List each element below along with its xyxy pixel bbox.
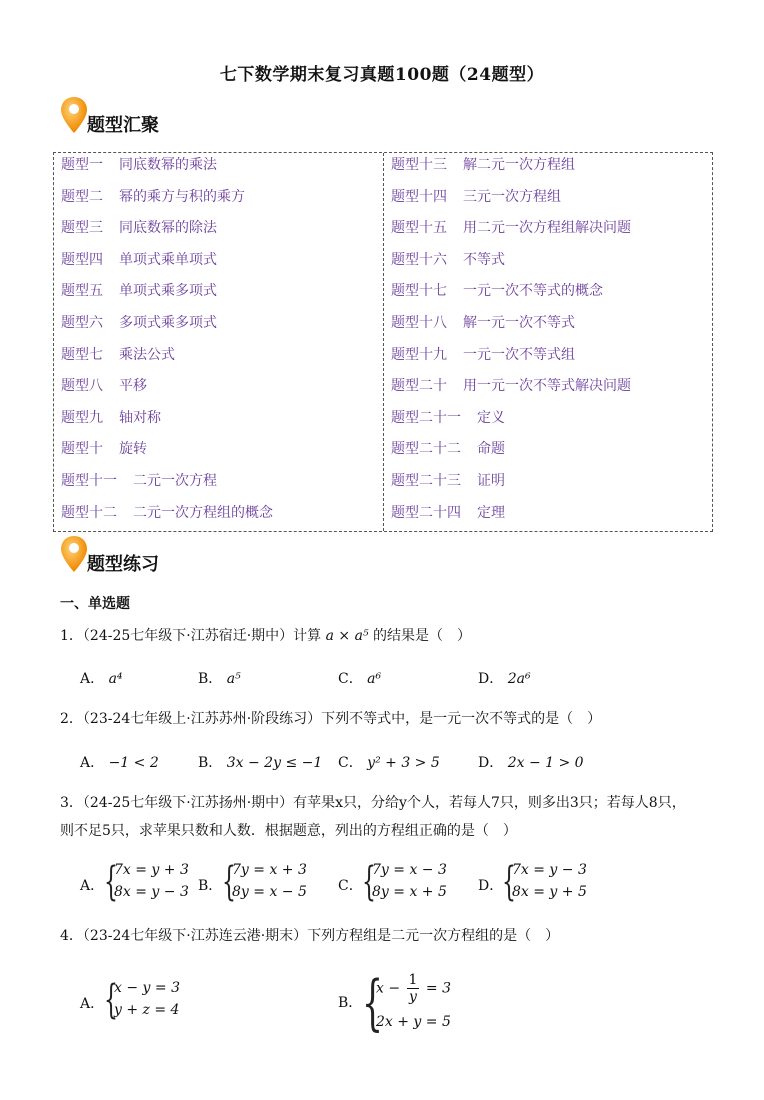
index-item-number: 题型十四 — [391, 188, 447, 205]
index-item-number: 题型五 — [61, 283, 103, 300]
index-item-number: 题型二十 — [391, 378, 447, 395]
brace-icon: { — [362, 968, 384, 1038]
index-item[interactable] — [391, 375, 631, 395]
index-item-number: 题型十七 — [391, 283, 447, 300]
option-b[interactable]: B． { 7y = x + 3 8y = x − 5 — [198, 859, 307, 905]
option-c[interactable]: C． a⁶ — [338, 671, 382, 687]
index-item-name: 二元一次方程组的概念 — [133, 504, 273, 521]
question-3-line-1: 3．（24-25七年级下·江苏扬州·期中）有苹果x只，分给y个人，若每人7只，则多出3只；若每人8只， — [60, 795, 686, 811]
subheading-single-choice: 一、单选题 — [60, 596, 130, 612]
index-item[interactable] — [61, 217, 217, 237]
option-b[interactable]: B． a⁵ — [198, 671, 241, 687]
index-item-name: 证明 — [477, 473, 505, 489]
index-item[interactable] — [391, 312, 575, 332]
index-item-name: 单项式乘多项式 — [119, 283, 217, 300]
location-pin-icon — [60, 535, 88, 573]
option-a[interactable]: A． −1 < 2 — [80, 755, 159, 771]
index-item-name: 乘法公式 — [119, 346, 175, 363]
question-1-suffix: 的结果是（ ） — [373, 628, 472, 644]
index-item-name: 同底数幂的除法 — [119, 220, 217, 237]
index-item[interactable] — [61, 186, 245, 206]
question-4-text: 4．（23-24七年级下·江苏连云港·期末）下列方程组是二元一次方程组的是（ ） — [60, 928, 560, 944]
index-item-number: 题型十八 — [391, 315, 447, 331]
index-item-number: 题型八 — [61, 378, 103, 395]
index-item[interactable] — [391, 154, 575, 174]
index-item-name: 三元一次方程组 — [463, 188, 561, 205]
question-type-index — [53, 152, 713, 532]
question-1-prefix: 1．（24-25七年级下·江苏宿迁·期中）计算 — [60, 628, 322, 644]
index-item-name: 多项式乘多项式 — [119, 315, 217, 331]
index-item-name: 一元一次不等式的概念 — [463, 283, 603, 300]
option-d[interactable]: D． 2a⁶ — [478, 671, 531, 687]
index-item[interactable] — [391, 407, 505, 427]
index-item[interactable] — [61, 470, 217, 490]
question-1-expression: a × a⁵ — [325, 628, 369, 644]
section-title-summary: 题型汇聚 — [87, 115, 159, 136]
option-c[interactable]: C． y² + 3 > 5 — [338, 755, 440, 771]
index-item-name: 轴对称 — [119, 409, 161, 426]
index-item[interactable] — [391, 186, 561, 206]
question-3 — [60, 789, 720, 845]
index-item[interactable] — [61, 280, 217, 300]
index-item-number: 题型二 — [61, 188, 103, 205]
question-2 — [60, 705, 720, 733]
index-item-number: 题型十二 — [61, 504, 117, 521]
option-a[interactable]: A． a⁴ — [80, 671, 123, 687]
index-item[interactable] — [391, 344, 575, 364]
brace-icon: { — [362, 859, 376, 905]
index-item[interactable] — [61, 344, 175, 364]
index-item-name: 用二元一次方程组解决问题 — [463, 220, 631, 237]
index-item-number: 题型十六 — [391, 251, 447, 268]
index-item-name: 平移 — [119, 378, 147, 395]
index-item-number: 题型二十四 — [391, 504, 461, 521]
brace-icon: { — [222, 859, 236, 905]
index-item-name: 定义 — [477, 409, 505, 426]
brace-icon: { — [104, 859, 118, 905]
index-item[interactable] — [61, 249, 217, 269]
location-pin-icon — [60, 96, 88, 134]
option-b[interactable]: B． 3x − 2y ≤ −1 — [198, 755, 323, 771]
index-item[interactable] — [61, 438, 147, 458]
index-item-number: 题型四 — [61, 251, 103, 268]
index-item-name: 旋转 — [119, 441, 147, 458]
index-item-name: 解一元一次不等式 — [463, 315, 575, 331]
index-item-number: 题型十三 — [391, 157, 447, 173]
question-1 — [60, 622, 720, 650]
brace-icon: { — [502, 859, 516, 905]
option-d[interactable]: D． 2x − 1 > 0 — [478, 755, 584, 771]
index-item-name: 幂的乘方与积的乘方 — [119, 188, 245, 205]
index-item[interactable] — [391, 280, 603, 300]
option-c[interactable]: C． { 7y = x − 3 8y = x + 5 — [338, 859, 447, 905]
index-item-name: 同底数幂的乘法 — [119, 157, 217, 173]
question-4 — [60, 922, 720, 950]
index-item[interactable] — [391, 470, 505, 490]
index-item[interactable] — [61, 312, 217, 332]
question-2-options — [80, 752, 720, 776]
index-item[interactable] — [391, 249, 505, 269]
question-3-line-2: 则不足5只，求苹果只数和人数．根据题意，列出的方程组正确的是（ ） — [60, 823, 517, 839]
index-item[interactable] — [391, 502, 505, 522]
option-a[interactable]: A． { x − y = 3 y + z = 4 — [80, 977, 180, 1023]
brace-icon: { — [104, 977, 118, 1023]
document-title: 七下数学期末复习真题100题（24题型） — [219, 65, 545, 85]
index-item[interactable] — [61, 375, 147, 395]
index-item[interactable] — [61, 407, 161, 427]
question-2-text: 2．（23-24七年级上·江苏苏州·阶段练习）下列不等式中，是一元一次不等式的是（ ） — [60, 711, 602, 727]
index-item-number: 题型十一 — [61, 473, 117, 489]
index-item-number: 题型九 — [61, 409, 103, 426]
index-item-name: 用一元一次不等式解决问题 — [463, 378, 631, 395]
index-item-name: 解二元一次方程组 — [463, 157, 575, 173]
question-4-options — [80, 968, 720, 1038]
option-b[interactable]: B． { x − $\frac{1}{y}$ = 3 2x + y = 5 — [338, 968, 451, 1038]
index-divider — [383, 153, 384, 531]
index-item-number: 题型十五 — [391, 220, 447, 237]
option-a[interactable]: A． { 7x = y + 3 8x = y − 3 — [80, 859, 189, 905]
index-item[interactable] — [61, 502, 273, 522]
index-item-number: 题型二十一 — [391, 409, 461, 426]
index-item-name: 命题 — [477, 441, 505, 458]
index-item-number: 题型二十三 — [391, 473, 461, 489]
index-item[interactable] — [61, 154, 217, 174]
index-item-name: 不等式 — [463, 251, 505, 268]
index-item-number: 题型十九 — [391, 346, 447, 363]
question-3-options — [80, 860, 720, 908]
question-1-options — [80, 668, 720, 692]
index-item-name: 定理 — [477, 504, 505, 521]
index-item-number: 题型三 — [61, 220, 103, 237]
option-d[interactable]: D． { 7x = y − 3 8x = y + 5 — [478, 859, 587, 905]
fraction: $\frac{1}{y}$ — [408, 972, 418, 1005]
section-title-practice: 题型练习 — [87, 554, 159, 575]
index-item-number: 题型十 — [61, 441, 103, 458]
index-item[interactable] — [391, 217, 631, 237]
index-item-name: 二元一次方程 — [133, 473, 217, 489]
index-item-number: 题型一 — [61, 157, 103, 173]
index-item-number: 题型六 — [61, 315, 103, 331]
index-item-number: 题型二十二 — [391, 441, 461, 458]
index-item-name: 一元一次不等式组 — [463, 346, 575, 363]
index-item-name: 单项式乘单项式 — [119, 251, 217, 268]
index-item[interactable] — [391, 438, 505, 458]
index-item-number: 题型七 — [61, 346, 103, 363]
